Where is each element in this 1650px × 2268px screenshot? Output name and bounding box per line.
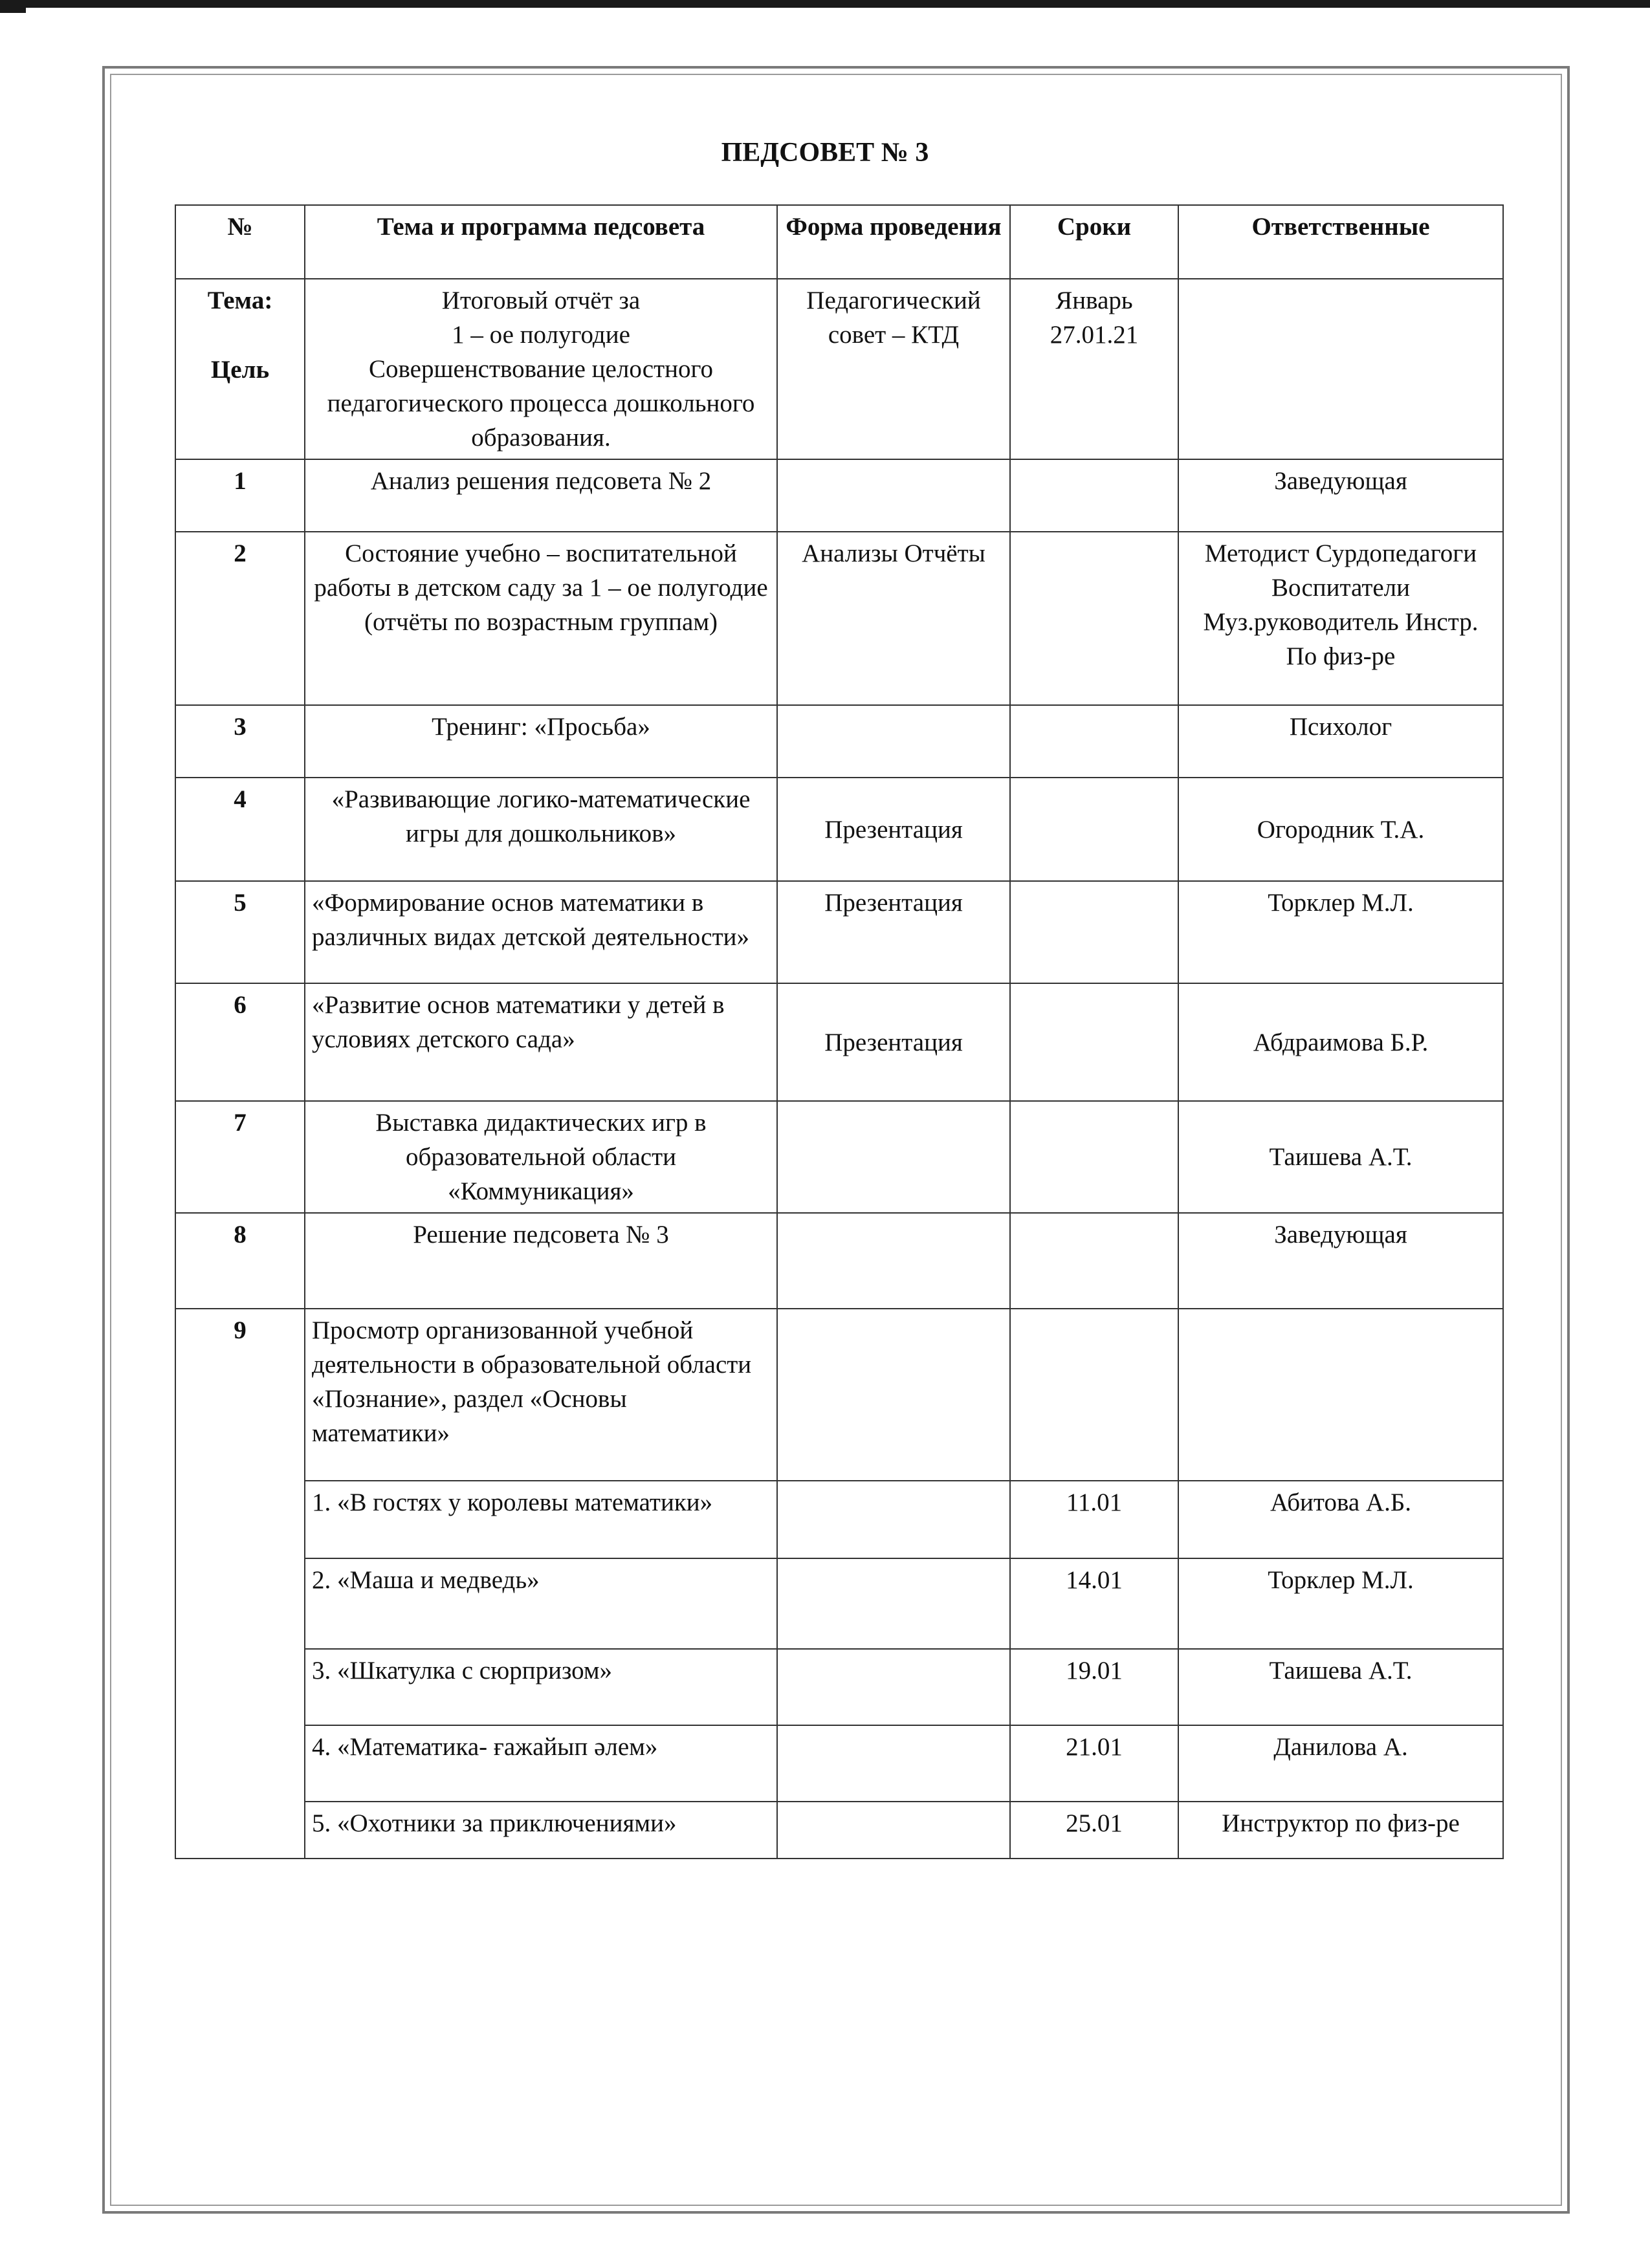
sub-row-form [777,1558,1010,1649]
header-form: Форма проведения [777,205,1010,279]
row-num: 3 [175,705,305,778]
sub-row-resp: Абитова А.Б. [1178,1481,1503,1558]
row-topic: Состояние учебно – воспитательной работы в детском саду за 1 – ое полугодие (отчёты по возрастным группам) [305,532,777,705]
row-topic: Тренинг: «Просьба» [305,705,777,778]
row-topic: «Формирование основ математики в различных видах детской деятельности» [305,881,777,983]
row-form [777,1213,1010,1309]
sub-row-resp: Данилова А. [1178,1725,1503,1802]
row-num: 7 [175,1101,305,1213]
sub-row-date: 14.01 [1010,1558,1178,1649]
row-form: Презентация [777,778,1010,881]
scan-edge [0,0,1650,8]
sub-row-date: 25.01 [1010,1802,1178,1859]
row-num: 5 [175,881,305,983]
row-date [1010,983,1178,1101]
row-date [1010,532,1178,705]
theme-text [305,279,777,459]
sub-row [175,1649,1503,1725]
row-num: 1 [175,459,305,532]
row-resp: Огородник Т.А. [1178,778,1503,881]
sub-row-resp: Таишева А.Т. [1178,1649,1503,1725]
theme-topic-line2: 1 – ое полугодие [452,321,630,349]
table-header-row [175,205,1503,279]
row-form: Презентация [777,983,1010,1101]
sub-row-topic: 5. «Охотники за приключениями» [305,1802,777,1859]
sub-row-resp: Инструктор по физ-ре [1178,1802,1503,1859]
page-title: ПЕДСОВЕТ № 3 [721,138,929,168]
row-num: 2 [175,532,305,705]
header-resp: Ответственные [1178,205,1503,279]
table-row [175,778,1503,881]
row-date [1010,778,1178,881]
row-date [1010,1309,1178,1481]
table-row [175,1213,1503,1309]
row-resp: Методист Сурдопедагоги Воспитатели Муз.руководитель Инстр. По физ-ре [1178,532,1503,705]
row-topic: Выставка дидактических игр в образовательной области «Коммуникация» [305,1101,777,1213]
row-form [777,1101,1010,1213]
sub-row-topic: 2. «Маша и медведь» [305,1558,777,1649]
theme-row [175,279,1503,459]
sub-row [175,1725,1503,1802]
row-date [1010,459,1178,532]
table-row [175,459,1503,532]
theme-goal-text: Совершенствование целостного педагогического процесса дошкольного образования. [327,355,755,452]
theme-date [1010,279,1178,459]
row-topic: Решение педсовета № 3 [305,1213,777,1309]
sub-row-date: 19.01 [1010,1649,1178,1725]
label-goal: Цель [210,356,270,384]
theme-date-month: Январь [1055,287,1133,314]
row-topic: «Развивающие логико-математические игры для дошкольников» [305,778,777,881]
row-resp: Торклер М.Л. [1178,881,1503,983]
theme-topic-line1: Итоговый отчёт за [441,287,641,314]
row-form [777,1309,1010,1481]
header-date: Сроки [1010,205,1178,279]
row-num: 4 [175,778,305,881]
sub-row-date: 21.01 [1010,1725,1178,1802]
sub-row [175,1802,1503,1859]
row-topic: Анализ решения педсовета № 2 [305,459,777,532]
row-date [1010,1101,1178,1213]
sub-row-topic: 4. «Математика- ғажайып әлем» [305,1725,777,1802]
sub-row-form [777,1649,1010,1725]
row-resp: Абдраимова Б.Р. [1178,983,1503,1101]
table-row [175,532,1503,705]
sub-row-topic: 3. «Шкатулка с сюрпризом» [305,1649,777,1725]
row-resp [1178,1309,1503,1481]
plan-table [175,204,1504,1859]
header-topic: Тема и программа педсовета [305,205,777,279]
theme-resp [1178,279,1503,459]
sub-row-date: 11.01 [1010,1481,1178,1558]
row-form [777,705,1010,778]
row-form: Анализы Отчёты [777,532,1010,705]
row-date [1010,1213,1178,1309]
row-date [1010,881,1178,983]
table-row [175,705,1503,778]
scan-corner-mark [0,8,26,13]
row-topic: «Развитие основ математики у детей в условиях детского сада» [305,983,777,1101]
table-row [175,1101,1503,1213]
row-topic: Просмотр организованной учебной деятельности в образовательной области «Познание», раздел «Основы математики» [305,1309,777,1481]
sub-row-topic: 1. «В гостях у королевы математики» [305,1481,777,1558]
sub-row-form [777,1725,1010,1802]
table-row [175,881,1503,983]
sub-row [175,1558,1503,1649]
row-num: 6 [175,983,305,1101]
sub-row-form [777,1481,1010,1558]
row-form: Презентация [777,881,1010,983]
theme-form: Педагогический совет – КТД [777,279,1010,459]
row-num: 9 [175,1309,305,1859]
table-row [175,983,1503,1101]
theme-labels [175,279,305,459]
row-resp: Заведующая [1178,459,1503,532]
theme-date-day: 27.01.21 [1050,321,1139,349]
sub-row-form [777,1802,1010,1859]
sub-row [175,1481,1503,1558]
label-topic: Тема: [207,287,273,314]
row-form [777,459,1010,532]
row-date [1010,705,1178,778]
header-num: № [175,205,305,279]
sub-row-resp: Торклер М.Л. [1178,1558,1503,1649]
row-resp: Заведующая [1178,1213,1503,1309]
row-resp: Таишева А.Т. [1178,1101,1503,1213]
row-resp: Психолог [1178,705,1503,778]
row-num: 8 [175,1213,305,1309]
table-row [175,1309,1503,1481]
